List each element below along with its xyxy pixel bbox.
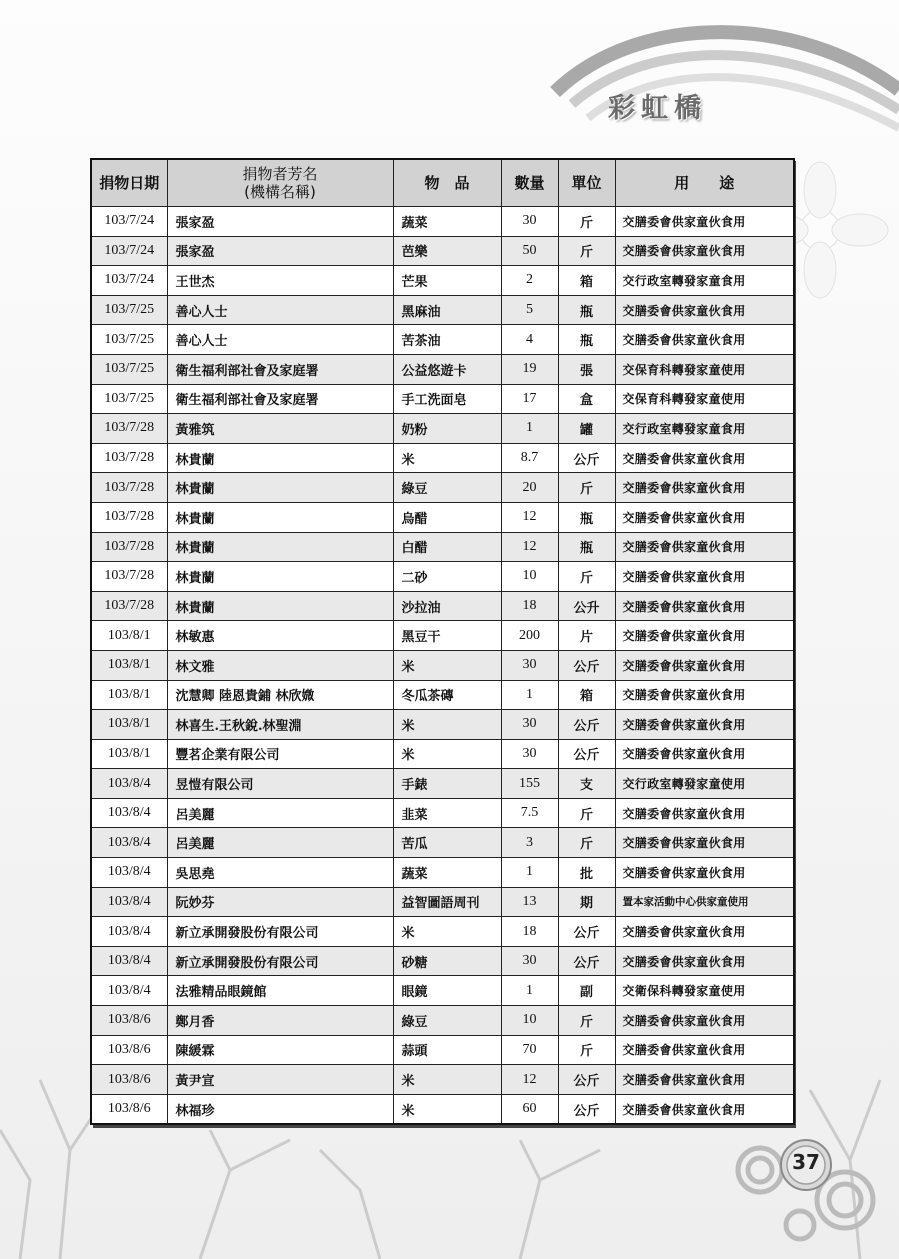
cell-date: 103/8/4 [91,769,167,799]
cell-date: 103/7/24 [91,236,167,266]
cell-date: 103/8/6 [91,1035,167,1065]
cell-usage: 交膳委會供家童伙食用 [615,295,794,325]
cell-donor-name: 林貴蘭 [167,502,393,532]
cell-item: 米 [393,1094,501,1124]
cell-donor-name: 豐茗企業有限公司 [167,739,393,769]
cell-unit: 公斤 [558,946,615,976]
cell-quantity: 1 [501,858,558,888]
cell-item: 沙拉油 [393,591,501,621]
cell-date: 103/8/4 [91,858,167,888]
cell-item: 米 [393,650,501,680]
cell-item: 苦茶油 [393,325,501,355]
cell-quantity: 13 [501,887,558,917]
cell-item: 砂糖 [393,946,501,976]
cell-unit: 瓶 [558,502,615,532]
cell-date: 103/8/4 [91,887,167,917]
cell-usage: 交膳委會供家童伙食用 [615,680,794,710]
cell-donor-name: 張家盈 [167,207,393,237]
cell-unit: 斤 [558,207,615,237]
cell-usage: 交膳委會供家童伙食用 [615,591,794,621]
cell-usage: 交膳委會供家童伙食用 [615,946,794,976]
cell-item: 眼鏡 [393,976,501,1006]
cell-quantity: 12 [501,502,558,532]
cell-quantity: 1 [501,976,558,1006]
cell-item: 米 [393,1065,501,1095]
header-quantity: 數量 [501,159,558,207]
cell-unit: 副 [558,976,615,1006]
cell-donor-name: 衛生福利部社會及家庭署 [167,354,393,384]
table-row [91,621,794,651]
cell-unit: 斤 [558,236,615,266]
cell-unit: 批 [558,858,615,888]
cell-date: 103/7/28 [91,414,167,444]
table-row [91,443,794,473]
cell-quantity: 12 [501,1065,558,1095]
cell-item: 米 [393,917,501,947]
cell-item: 手錶 [393,769,501,799]
cell-usage: 交膳委會供家童伙食用 [615,710,794,740]
donation-table [90,158,795,1125]
cell-donor-name: 張家盈 [167,236,393,266]
table-row [91,266,794,296]
cell-date: 103/8/4 [91,946,167,976]
table-row [91,739,794,769]
table-header-row [91,159,794,207]
table-row [91,710,794,740]
table-row [91,414,794,444]
section-title: 彩虹橋 [608,93,707,124]
table-row [91,325,794,355]
table-row [91,828,794,858]
table-row [91,236,794,266]
table-row [91,858,794,888]
cell-unit: 箱 [558,680,615,710]
header-donor-name [167,159,393,207]
table-row [91,591,794,621]
cell-donor-name: 黃雅筑 [167,414,393,444]
cell-donor-name: 陳緩霖 [167,1035,393,1065]
cell-donor-name: 王世杰 [167,266,393,296]
cell-usage: 交行政室轉發家童使用 [615,769,794,799]
cell-item: 米 [393,710,501,740]
cell-item: 米 [393,739,501,769]
cell-item: 米 [393,443,501,473]
cell-unit: 斤 [558,798,615,828]
table-row [91,384,794,414]
cell-unit: 斤 [558,473,615,503]
cell-quantity: 18 [501,591,558,621]
table-row [91,562,794,592]
cell-usage: 交保育科轉發家童使用 [615,354,794,384]
cell-usage: 交膳委會供家童伙食用 [615,443,794,473]
table-row [91,354,794,384]
cell-quantity: 70 [501,1035,558,1065]
cell-quantity: 50 [501,236,558,266]
cell-usage: 交膳委會供家童伙食用 [615,917,794,947]
cell-quantity: 30 [501,207,558,237]
cell-usage: 交膳委會供家童伙食用 [615,621,794,651]
cell-quantity: 30 [501,946,558,976]
cell-donor-name: 沈慧卿 陸恩貴鋪 林欣媺 [167,680,393,710]
cell-unit: 罐 [558,414,615,444]
table-row [91,1035,794,1065]
cell-unit: 斤 [558,828,615,858]
cell-item: 烏醋 [393,502,501,532]
cell-unit: 瓶 [558,532,615,562]
cell-date: 103/8/1 [91,621,167,651]
cell-quantity: 5 [501,295,558,325]
cell-usage: 交膳委會供家童伙食用 [615,236,794,266]
cell-donor-name: 林敏惠 [167,621,393,651]
table-body [91,207,794,1125]
cell-usage: 交衛保科轉發家童使用 [615,976,794,1006]
cell-date: 103/8/1 [91,680,167,710]
cell-donor-name: 鄭月香 [167,1006,393,1036]
cell-unit: 公斤 [558,1065,615,1095]
cell-quantity: 7.5 [501,798,558,828]
cell-donor-name: 新立承開發股份有限公司 [167,946,393,976]
cell-donor-name: 吳思堯 [167,858,393,888]
cell-quantity: 4 [501,325,558,355]
cell-quantity: 1 [501,680,558,710]
cell-usage: 交膳委會供家童伙食用 [615,798,794,828]
header-usage: 用 途 [615,159,794,207]
cell-donor-name: 呂美麗 [167,828,393,858]
cell-donor-name: 林福珍 [167,1094,393,1124]
cell-date: 103/7/28 [91,502,167,532]
cell-donor-name: 阮妙芬 [167,887,393,917]
cell-usage: 交行政室轉發家童食用 [615,266,794,296]
cell-unit: 公斤 [558,650,615,680]
cell-quantity: 17 [501,384,558,414]
cell-unit: 張 [558,354,615,384]
cell-donor-name: 法雅精品眼鏡館 [167,976,393,1006]
cell-donor-name: 黃尹宣 [167,1065,393,1095]
cell-usage: 交膳委會供家童伙食用 [615,650,794,680]
header-item: 物 品 [393,159,501,207]
cell-usage: 交膳委會供家童伙食用 [615,1094,794,1124]
cell-date: 103/7/25 [91,295,167,325]
cell-item: 苦瓜 [393,828,501,858]
cell-quantity: 10 [501,1006,558,1036]
header-unit: 單位 [558,159,615,207]
cell-unit: 支 [558,769,615,799]
table-row [91,1006,794,1036]
cell-donor-name: 昱愷有限公司 [167,769,393,799]
header-donor-name-line1: 捐物者芳名 [242,165,318,183]
cell-donor-name: 衛生福利部社會及家庭署 [167,384,393,414]
cell-usage: 交膳委會供家童伙食用 [615,1035,794,1065]
cell-unit: 片 [558,621,615,651]
cell-item: 公益悠遊卡 [393,354,501,384]
cell-usage: 交膳委會供家童伙食用 [615,502,794,532]
cell-usage: 交行政室轉發家童食用 [615,414,794,444]
cell-unit: 斤 [558,562,615,592]
cell-donor-name: 林貴蘭 [167,443,393,473]
cell-unit: 瓶 [558,295,615,325]
cell-date: 103/8/6 [91,1006,167,1036]
cell-quantity: 155 [501,769,558,799]
cell-unit: 箱 [558,266,615,296]
cell-usage: 交保育科轉發家童使用 [615,384,794,414]
cell-usage: 置本家活動中心供家童使用 [615,887,794,917]
cell-donor-name: 善心人士 [167,295,393,325]
table-row [91,946,794,976]
cell-quantity: 30 [501,710,558,740]
cell-unit: 盒 [558,384,615,414]
cell-usage: 交膳委會供家童伙食用 [615,473,794,503]
table-row [91,295,794,325]
cell-date: 103/7/28 [91,443,167,473]
cell-donor-name: 林文雅 [167,650,393,680]
cell-date: 103/7/28 [91,532,167,562]
cell-donor-name: 新立承開發股份有限公司 [167,917,393,947]
cell-quantity: 19 [501,354,558,384]
cell-date: 103/8/6 [91,1094,167,1124]
cell-quantity: 30 [501,739,558,769]
table-row [91,207,794,237]
cell-quantity: 200 [501,621,558,651]
cell-usage: 交膳委會供家童伙食用 [615,739,794,769]
cell-donor-name: 呂美麗 [167,798,393,828]
table-row [91,1094,794,1124]
cell-date: 103/8/4 [91,976,167,1006]
cell-date: 103/7/24 [91,207,167,237]
cell-usage: 交膳委會供家童伙食用 [615,532,794,562]
cell-date: 103/7/25 [91,354,167,384]
cell-date: 103/8/1 [91,710,167,740]
cell-quantity: 1 [501,414,558,444]
table-row [91,532,794,562]
cell-quantity: 20 [501,473,558,503]
cell-date: 103/8/4 [91,917,167,947]
table-row [91,798,794,828]
cell-item: 綠豆 [393,473,501,503]
cell-date: 103/7/25 [91,325,167,355]
cell-date: 103/7/28 [91,473,167,503]
table-row [91,473,794,503]
donation-table-container [90,158,793,1125]
cell-unit: 斤 [558,1035,615,1065]
cell-item: 韭菜 [393,798,501,828]
cell-item: 蒜頭 [393,1035,501,1065]
cell-donor-name: 林貴蘭 [167,473,393,503]
table-row [91,1065,794,1095]
table-row [91,976,794,1006]
cell-quantity: 18 [501,917,558,947]
cell-unit: 瓶 [558,325,615,355]
cell-item: 蔬菜 [393,858,501,888]
cell-item: 黑豆干 [393,621,501,651]
header-date: 捐物日期 [91,159,167,207]
cell-date: 103/7/28 [91,562,167,592]
cell-quantity: 10 [501,562,558,592]
cell-usage: 交膳委會供家童伙食用 [615,858,794,888]
table-row [91,769,794,799]
page-number: 37 [792,1150,820,1174]
cell-quantity: 8.7 [501,443,558,473]
cell-usage: 交膳委會供家童伙食用 [615,325,794,355]
cell-quantity: 12 [501,532,558,562]
cell-date: 103/8/1 [91,650,167,680]
table-row [91,502,794,532]
cell-item: 綠豆 [393,1006,501,1036]
table-row [91,887,794,917]
cell-quantity: 60 [501,1094,558,1124]
cell-item: 益智圖語周刊 [393,887,501,917]
cell-donor-name: 林貴蘭 [167,591,393,621]
cell-unit: 公斤 [558,443,615,473]
cell-donor-name: 林喜生.王秋銳.林聖淵 [167,710,393,740]
cell-date: 103/8/6 [91,1065,167,1095]
cell-date: 103/7/28 [91,591,167,621]
cell-date: 103/8/4 [91,828,167,858]
cell-usage: 交膳委會供家童伙食用 [615,562,794,592]
header-donor-name-line2: (機構名稱) [244,183,316,201]
cell-usage: 交膳委會供家童伙食用 [615,207,794,237]
cell-unit: 公斤 [558,739,615,769]
cell-item: 芒果 [393,266,501,296]
cell-item: 手工洗面皂 [393,384,501,414]
cell-unit: 斤 [558,1006,615,1036]
table-row [91,917,794,947]
cell-item: 二砂 [393,562,501,592]
cell-donor-name: 林貴蘭 [167,532,393,562]
table-row [91,650,794,680]
cell-unit: 公斤 [558,710,615,740]
cell-unit: 公升 [558,591,615,621]
cell-unit: 公斤 [558,917,615,947]
cell-item: 白醋 [393,532,501,562]
cell-item: 蔬菜 [393,207,501,237]
cell-unit: 期 [558,887,615,917]
cell-usage: 交膳委會供家童伙食用 [615,1065,794,1095]
cell-date: 103/8/1 [91,739,167,769]
cell-donor-name: 善心人士 [167,325,393,355]
cell-quantity: 30 [501,650,558,680]
cell-item: 黑麻油 [393,295,501,325]
cell-donor-name: 林貴蘭 [167,562,393,592]
table-row [91,680,794,710]
cell-date: 103/7/25 [91,384,167,414]
cell-unit: 公斤 [558,1094,615,1124]
cell-item: 芭樂 [393,236,501,266]
cell-item: 奶粉 [393,414,501,444]
cell-usage: 交膳委會供家童伙食用 [615,828,794,858]
cell-usage: 交膳委會供家童伙食用 [615,1006,794,1036]
cell-date: 103/7/24 [91,266,167,296]
cell-date: 103/8/4 [91,798,167,828]
cell-item: 冬瓜茶磚 [393,680,501,710]
cell-quantity: 3 [501,828,558,858]
cell-quantity: 2 [501,266,558,296]
